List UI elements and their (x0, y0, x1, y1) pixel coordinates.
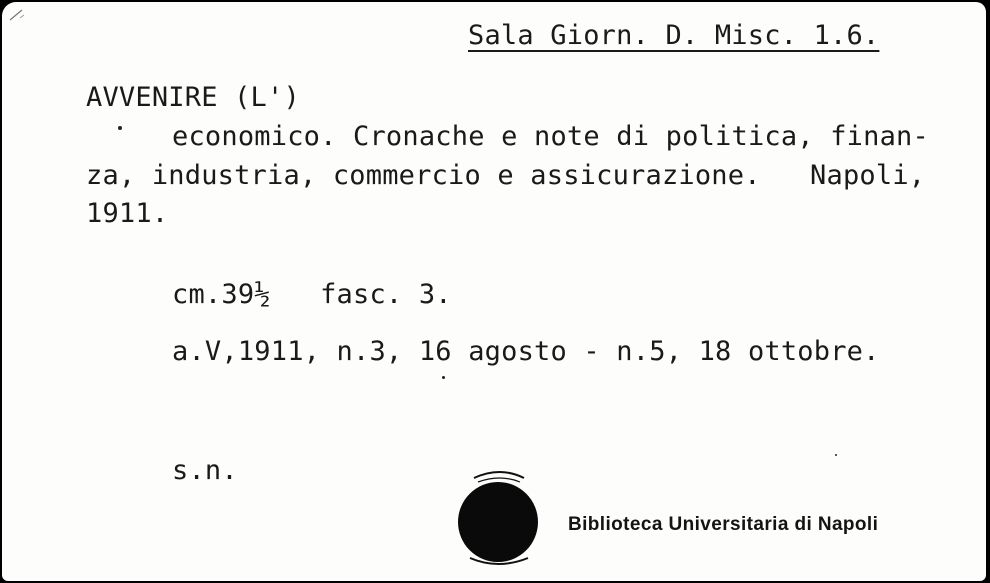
publisher-note: s.n. (172, 455, 238, 486)
description-line-1: economico. Cronache e note di politica, finan- (172, 121, 929, 152)
stray-mark (442, 376, 445, 379)
stray-mark (118, 126, 122, 130)
shelfmark: Sala Giorn. D. Misc. 1.6. (468, 20, 880, 51)
title-heading: AVVENIRE (L') (86, 82, 300, 113)
format-line: cm.39½ fasc. 3. (172, 279, 452, 310)
library-stamp-text: Biblioteca Universitaria di Napoli (568, 514, 879, 535)
description-line-3: 1911. (86, 198, 169, 229)
stray-mark (835, 454, 837, 456)
holdings-line: a.V,1911, n.3, 16 agosto - n.5, 18 ottobre. (172, 336, 880, 367)
corner-scratch-mark (8, 6, 30, 24)
catalog-card (2, 2, 986, 581)
library-stamp-seal (452, 462, 548, 568)
description-line-2: za, industria, commercio e assicurazione. Napoli, (86, 160, 926, 191)
